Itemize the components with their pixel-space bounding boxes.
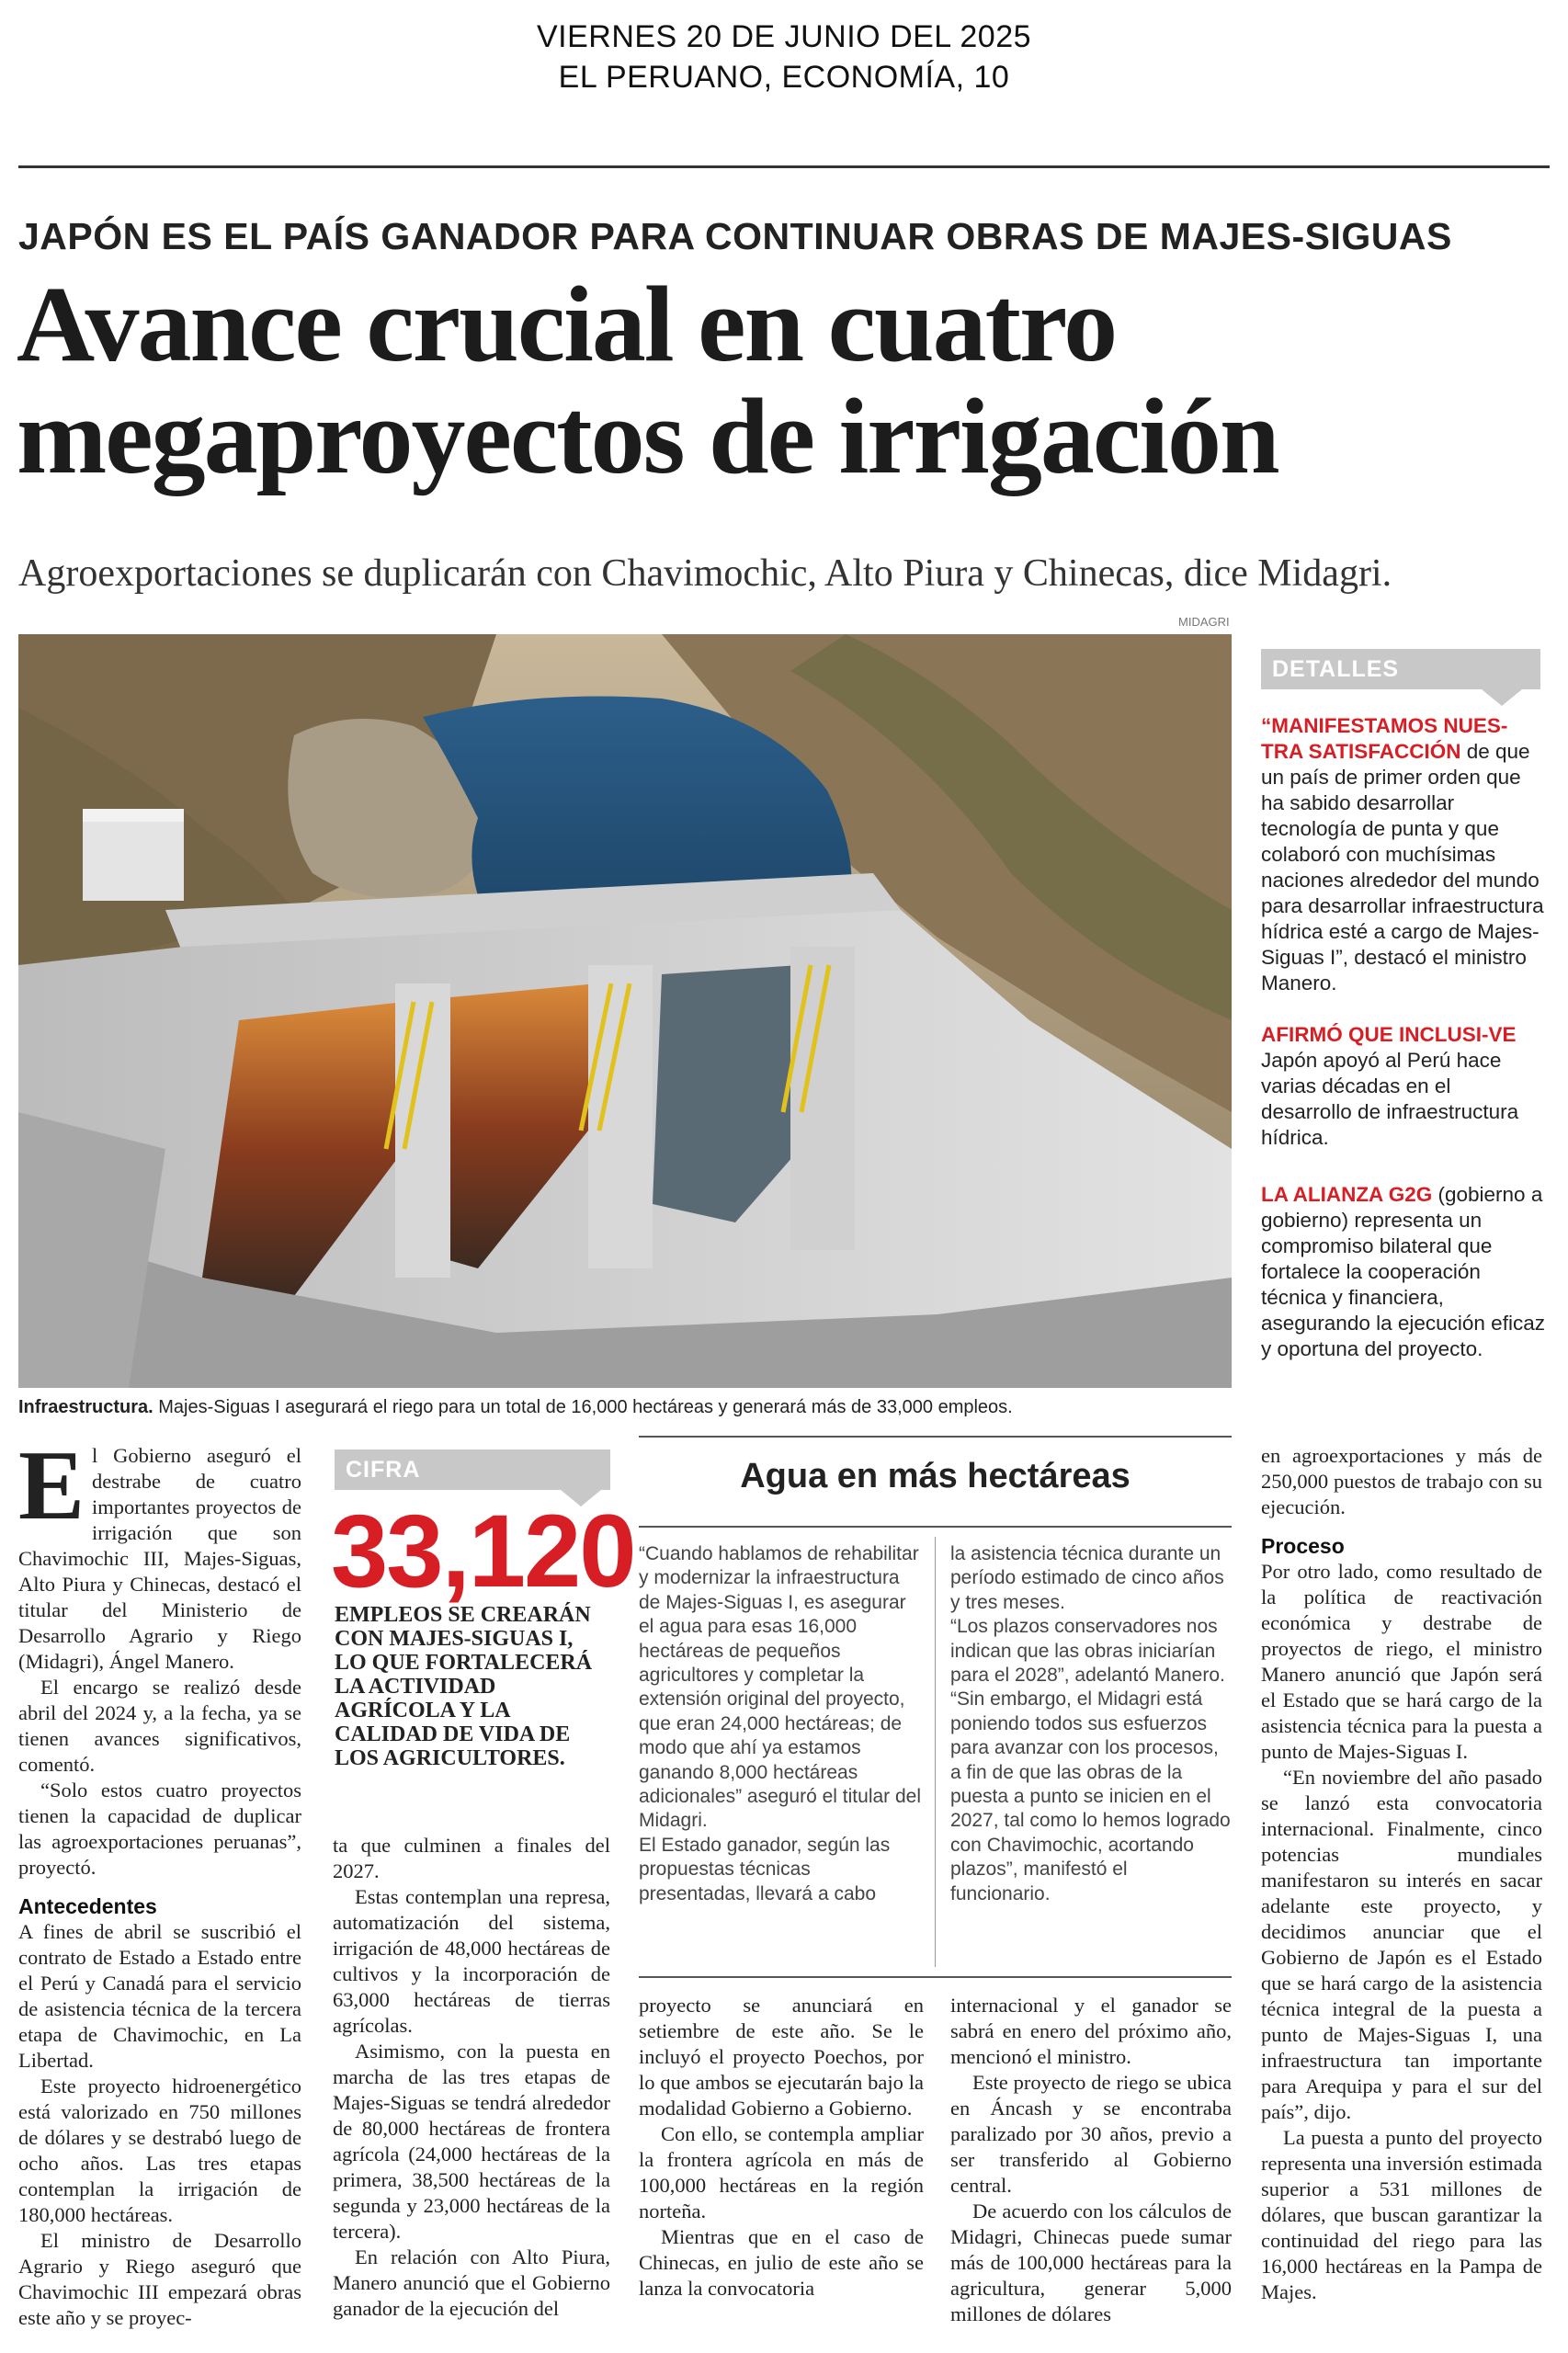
- detalles-item-1-text: de que un país de primer orden que ha sabido desarrollar tecnología de punta y que colaboró con muchísimas naciones alrededor del mundo para desarrollar infraestructura hídrica esté a cargo de Majes-Siguas I”, destacó el ministro Manero.: [1261, 740, 1544, 995]
- detalles-tab-notch: [1482, 689, 1522, 706]
- col2-p1: ta que culminen a finales del 2027.: [333, 1834, 610, 1882]
- agua-left-p2: El Estado ganador, según las propuestas técnicas presentadas, llevará a cabo: [639, 1834, 891, 1904]
- col4-p2: Este proyecto de riego se ubica en Áncash y se encontraba paralizado por 30 años, previo a ser transferido al Gobierno central.: [950, 2071, 1232, 2197]
- detalles-item-1-lead: “MANIFESTAMOS NUES-TRA SATISFACCIÓN: [1261, 714, 1508, 763]
- col4-p1: internacional y el ganador se sabrá en enero del próximo año, mencionó el ministro.: [950, 1994, 1232, 2068]
- headline-line-2: megaproyectos de irrigación: [17, 376, 1278, 496]
- cifra-text: EMPLEOS SE CREARÁN CON MAJES-SIGUAS I, LO QUE FORTALECERÁ LA ACTIVIDAD AGRÍCOLA Y LA CALIDAD DE VIDA DE LOS AGRICULTORES.: [335, 1603, 593, 1770]
- detalles-item-3: [1261, 1182, 1546, 1362]
- agua-right-column: [950, 1542, 1232, 1906]
- detalles-tab: [1261, 649, 1540, 689]
- drop-cap: E: [18, 1431, 85, 1540]
- detalles-item-2-lead: AFIRMÓ QUE INCLUSI-VE: [1261, 1023, 1517, 1046]
- col1-p4: A fines de abril se suscribió el contrato de Estado a Estado entre el Perú y Canadá para el servicio de asistencia técnica de la tercera etapa de Chavimochic, en La Libertad.: [18, 1920, 301, 2072]
- col5-p2: Por otro lado, como resultado de la política de reactivación económica y destrabe de proyectos de riego, el ministro Manero anunció que Japón será el Estado que se hará cargo de la asistencia técnica para la puesta a punto de Majes-Siguas I.: [1261, 1560, 1542, 1763]
- body-column-2: [333, 1833, 610, 2322]
- detalles-item-2-text: Japón apoyó al Perú hace varias décadas en el desarrollo de infraestructura hídrica.: [1261, 1049, 1519, 1149]
- agua-top-rule: [639, 1436, 1232, 1438]
- col5-p3: “En noviembre del año pasado se lanzó esta convocatoria internacional. Finalmente, cinco potencias mundiales manifestaron su interés en sacar adelante este proyecto, y decidimos anunciar que el Gobierno de Japón es el Estado que se hará cargo de la asistencia técnica integral de la puesta a punto de Majes-Siguas I, una infraestructura tan importante para Arequipa y para el sur del país”, dijo.: [1261, 1766, 1542, 2123]
- col1-p5: Este proyecto hidroenergético está valorizado en 750 millones de dólares y se destrabó luego de ocho años. Las tres etapas contemplan la irrigación de 180,000 hectáreas.: [18, 2075, 301, 2226]
- col1-lead-paragraph: [18, 1431, 301, 1675]
- body-column-5: [1261, 1443, 1542, 2305]
- headline-line-1: Avance crucial en cuatro: [17, 264, 1117, 384]
- caption-label: Infraestructura.: [18, 1397, 153, 1417]
- dam-photo: [18, 634, 1232, 1388]
- headline: [17, 264, 1561, 496]
- detalles-label: DETALLES: [1272, 656, 1400, 682]
- cifra-label: CIFRA: [346, 1457, 421, 1483]
- detalles-item-3-lead: LA ALIANZA G2G: [1261, 1183, 1433, 1206]
- col3-p1: proyecto se anunciará en setiembre de este año. Se le incluyó el proyecto Poechos, por lo que ambos se ejecutarán bajo la modalidad Gobierno a Gobierno.: [639, 1994, 924, 2120]
- body-column-1: [18, 1431, 301, 2331]
- agua-left-column: [639, 1542, 924, 1906]
- dateline-section: EL PERUANO, ECONOMÍA, 10: [558, 60, 1010, 95]
- subhead-proceso: Proceso: [1261, 1534, 1345, 1558]
- agua-right-p2: “Los plazos conservadores nos indican que las obras iniciarían para el 2028”, adelantó Manero. “Sin embargo, el Midagri está poniendo todos sus esfuerzos para avanzar con los procesos, a fin de que las obras de la puesta a punto se inicien en el 2027, tal como lo hemos logrado con Chavimochic, acortando plazos”, manifestó el funcionario.: [950, 1616, 1231, 1904]
- body-column-3: [639, 1993, 924, 2302]
- photo-caption: [18, 1397, 1013, 1418]
- subheadline: Agroexportaciones se duplicarán con Chavimochic, Alto Piura y Chinecas, dice Midagri.: [18, 552, 1392, 595]
- kicker: JAPÓN ES EL PAÍS GANADOR PARA CONTINUAR OBRAS DE MAJES-SIGUAS: [18, 215, 1452, 257]
- caption-text: Majes-Siguas I asegurará el riego para un total de 16,000 hectáreas y generará más de 33,000 empleos.: [153, 1397, 1013, 1417]
- col1-p1: l Gobierno aseguró el destrabe de cuatro importantes proyectos de irrigación que son Chavimochic III, Majes-Siguas, Alto Piura y Chinecas, destacó el titular del Ministerio de Desarrollo Agrario y Riego (Midagri), Ángel Manero.: [18, 1444, 301, 1673]
- subhead-antecedentes: Antecedentes: [18, 1894, 157, 1918]
- agua-column-divider: [935, 1537, 936, 1967]
- col2-p4: En relación con Alto Piura, Manero anunció que el Gobierno ganador de la ejecución del: [333, 2245, 610, 2320]
- agua-left-p1: “Cuando hablamos de rehabilitar y modernizar la infraestructura de Majes-Siguas I, es asegurar el agua para esas 16,000 hectáreas de pequeños agricultores y completar la extensión original del proyecto, que eran 24,000 hectáreas; de modo que ahí ya estamos ganando 8,000 hectáreas adicionales” aseguró el titular del Midagri.: [639, 1543, 922, 1832]
- cifra-number: 33,120: [331, 1494, 635, 1608]
- dateline: [0, 17, 1568, 97]
- photo-credit: MIDAGRI: [1178, 615, 1230, 629]
- agua-bottom-rule: [639, 1976, 1232, 1978]
- col4-p3: De acuerdo con los cálculos de Midagri, Chinecas puede sumar más de 100,000 hectáreas para la agricultura, generar 5,000 millones de dólares: [950, 2200, 1232, 2325]
- dateline-date: VIERNES 20 DE JUNIO DEL 2025: [536, 19, 1032, 54]
- detalles-item-1: [1261, 713, 1546, 996]
- col2-p2: Estas contemplan una represa, automatización del sistema, irrigación de 48,000 hectáreas de cultivos y la incorporación de 63,000 hectáreas de tierras agrícolas.: [333, 1885, 610, 2037]
- col1-p3: “Solo estos cuatro proyectos tienen la capacidad de duplicar las agroexportaciones peruanas”, proyectó.: [18, 1779, 301, 1879]
- col1-p2: El encargo se realizó desde abril del 2024 y, a la fecha, ya se tienen avances significativos, comentó.: [18, 1676, 301, 1776]
- col1-p6: El ministro de Desarrollo Agrario y Riego aseguró que Chavimochic III empezará obras este año y se proyec-: [18, 2229, 301, 2329]
- col5-p1: en agroexportaciones y más de 250,000 puestos de trabajo con su ejecución.: [1261, 1444, 1542, 1518]
- agua-box-title: Agua en más hectáreas: [740, 1457, 1131, 1495]
- detalles-item-2: [1261, 1022, 1546, 1151]
- dam-illustration: [18, 634, 1232, 1388]
- col3-p2: Con ello, se contempla ampliar la frontera agrícola en más de 100,000 hectáreas en la región norteña.: [639, 2122, 924, 2222]
- body-column-4: [950, 1993, 1232, 2327]
- agua-right-p1: la asistencia técnica durante un período estimado de cinco años y tres meses.: [950, 1543, 1224, 1613]
- cifra-tab: [335, 1449, 610, 1490]
- col3-p3: Mientras que en el caso de Chinecas, en julio de este año se lanza la convocatoria: [639, 2225, 924, 2300]
- col2-p3: Asimismo, con la puesta en marcha de las tres etapas de Majes-Siguas se tendrá alrededor de 80,000 hectáreas de frontera agrícola (24,000 hectáreas de la primera, 38,500 hectáreas de la segunda y 23,000 hectáreas de la tercera).: [333, 2040, 610, 2243]
- detalles-item-3-text: (gobierno a gobierno) representa un compromiso bilateral que fortalece la cooperación técnica y financiera, asegurando la ejecución eficaz y oportuna del proyecto.: [1261, 1183, 1545, 1360]
- col5-p4: La puesta a punto del proyecto representa una inversión estimada superior a 531 millones de dólares, que buscan garantizar la continuidad del riego para las 16,000 hectáreas en la Pampa de Majes.: [1261, 2126, 1542, 2303]
- agua-title-rule: [639, 1526, 1232, 1528]
- header-rule: [18, 165, 1550, 168]
